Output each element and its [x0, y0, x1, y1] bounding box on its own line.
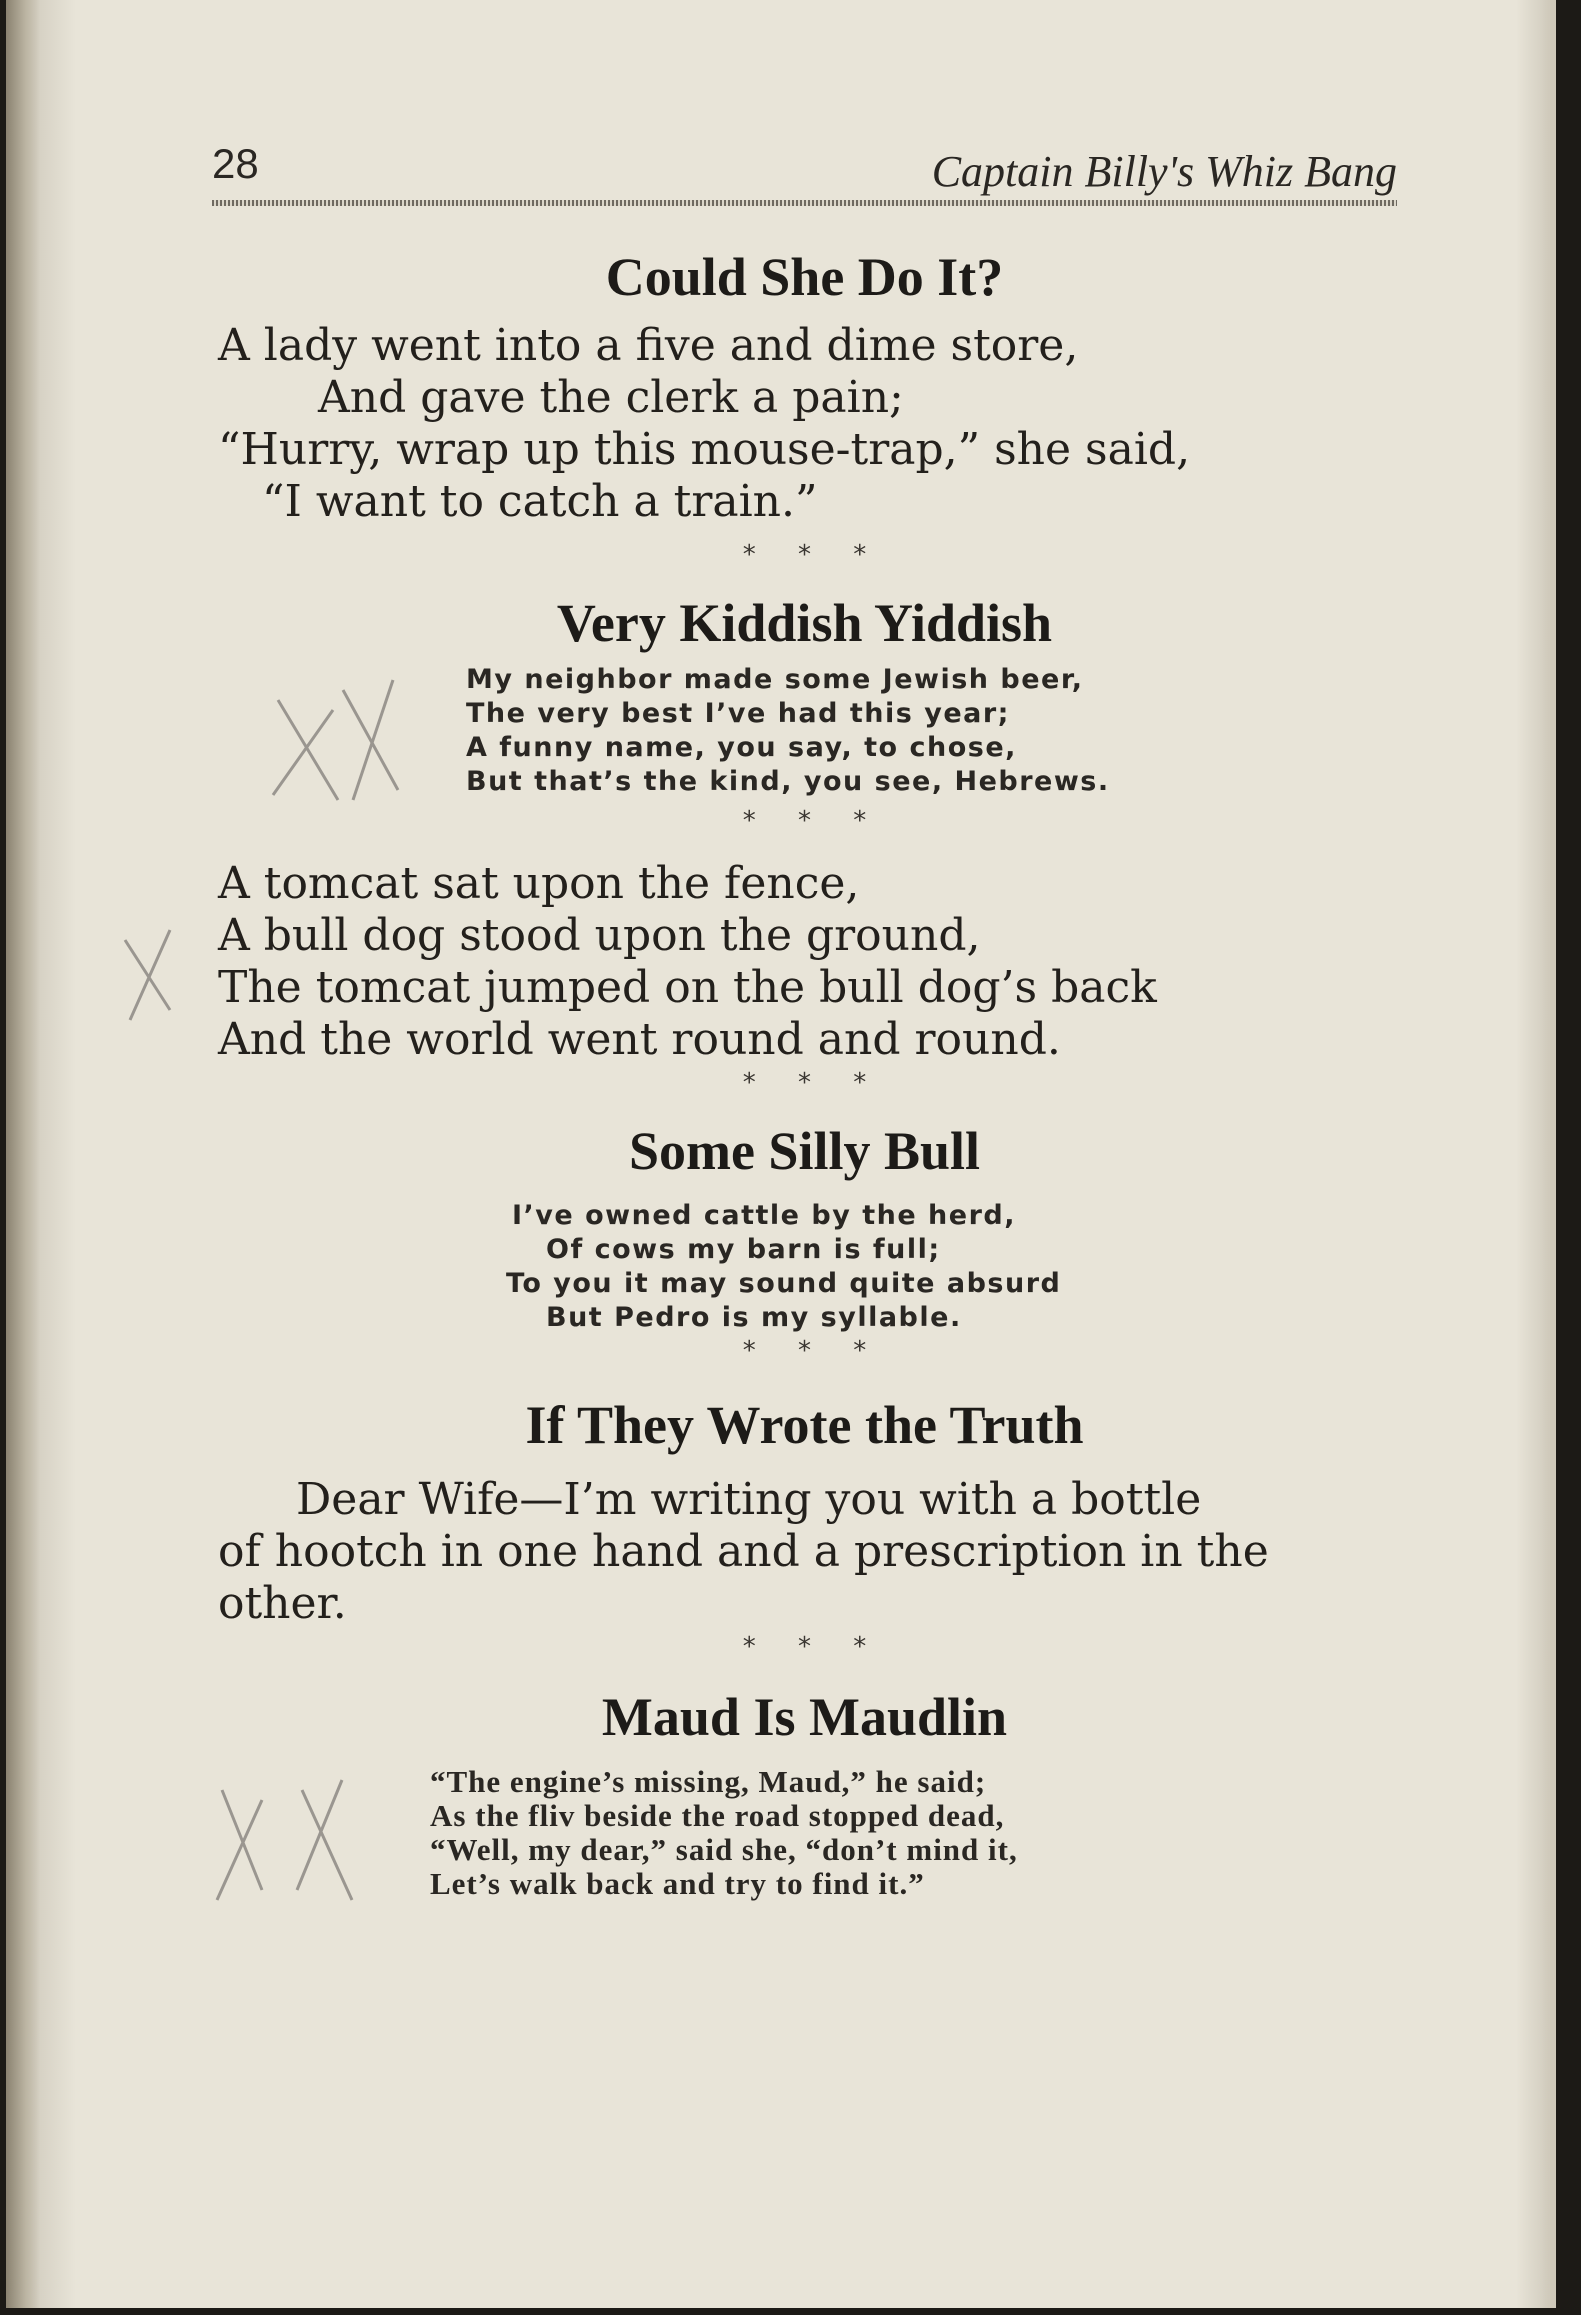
heading-if-they-wrote-the-truth: If They Wrote the Truth [525, 1395, 1084, 1455]
section-separator: * * * [742, 1632, 867, 1662]
page-edge-shadow [1542, 0, 1556, 2308]
verse-line: “Well, my dear,” said she, “don’t mind it, [430, 1832, 1018, 1867]
verse-line: But that’s the kind, you see, Hebrews. [466, 766, 1110, 797]
verse-line: A bull dog stood upon the ground, [218, 910, 981, 961]
page-spine-shadow [6, 0, 40, 2308]
verse-line: “The engine’s missing, Maud,” he said; [430, 1764, 987, 1799]
heading-maud-is-maudlin: Maud Is Maudlin [601, 1687, 1008, 1747]
verse-line: To you it may sound quite absurd [506, 1268, 1062, 1299]
verse-line: A tomcat sat upon the fence, [218, 858, 860, 909]
verse-line: I’ve owned cattle by the herd, [512, 1200, 1016, 1231]
verse-line: As the fliv beside the road stopped dead, [430, 1798, 1005, 1833]
heading-could-she-do-it: Could She Do It? [605, 247, 1004, 307]
verse-line: And the world went round and round. [218, 1014, 1061, 1065]
section-separator: * * * [742, 1068, 867, 1098]
verse-line: The tomcat jumped on the bull dog’s back [218, 962, 1157, 1013]
section-separator: * * * [742, 1336, 867, 1366]
prose-line: other. [218, 1578, 347, 1629]
section-separator: * * * [742, 806, 867, 836]
running-title: Captain Billy's Whiz Bang [931, 147, 1397, 196]
verse-line: “Hurry, wrap up this mouse-trap,” she said, [218, 424, 1191, 475]
heading-very-kiddish-yiddish: Very Kiddish Yiddish [556, 593, 1053, 653]
header-rule [212, 200, 1397, 206]
pencil-mark-xx [202, 1760, 402, 1910]
prose-line: Dear Wife—I’m writing you with a bottle [296, 1474, 1202, 1525]
prose-line: of hootch in one hand and a prescription in the [218, 1526, 1269, 1577]
book-page [6, 0, 1556, 2308]
verse-line: A funny name, you say, to chose, [466, 732, 1017, 763]
page-number: 28 [212, 140, 259, 187]
page-header [212, 140, 1397, 200]
verse-line: Let’s walk back and try to find it.” [430, 1866, 925, 1901]
section-separator: * * * [742, 540, 867, 570]
verse-line: The very best I’ve had this year; [466, 698, 1010, 729]
heading-some-silly-bull: Some Silly Bull [628, 1121, 981, 1181]
verse-line: And gave the clerk a pain; [318, 372, 904, 423]
verse-line: My neighbor made some Jewish beer, [466, 664, 1084, 695]
pencil-mark-xx [258, 640, 408, 810]
verse-line: Of cows my barn is full; [546, 1234, 941, 1265]
pencil-mark-x [110, 910, 190, 1030]
verse-line: But Pedro is my syllable. [546, 1302, 962, 1333]
verse-line: A lady went into a five and dime store, [218, 320, 1079, 371]
verse-line: “I want to catch a train.” [262, 476, 818, 527]
